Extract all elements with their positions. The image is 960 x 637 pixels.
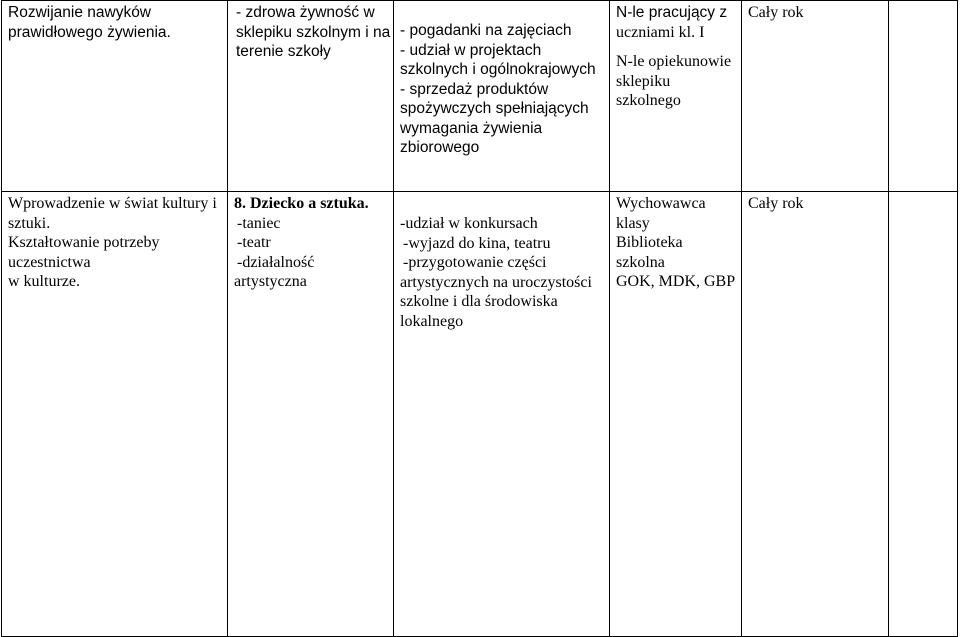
forms-line: szkolnych i ogólnokrajowych: [400, 61, 596, 78]
content-cell: [228, 1, 394, 192]
term-text: Cały rok: [748, 195, 804, 212]
responsible-line: GOK, MDK, GBP: [616, 273, 736, 290]
content-line: -teatr: [237, 234, 271, 251]
content-line: -działalność: [237, 253, 315, 271]
forms-line: artystycznych na uroczystości: [400, 273, 592, 291]
responsible-line: uczniami kl. I: [616, 23, 705, 41]
forms-line: -udział w konkursach: [400, 215, 538, 232]
term-cell: [742, 1, 889, 192]
spacer: [616, 42, 735, 52]
goal-line: w kulturze.: [8, 273, 80, 290]
responsible-line: Biblioteka: [616, 234, 683, 251]
forms-line: wymagania żywienia: [400, 119, 543, 137]
forms-line: -przygotowanie części: [403, 254, 547, 271]
responsible-line: Wychowawca: [616, 195, 706, 212]
table-row: [2, 192, 958, 637]
empty-cell: [889, 1, 958, 192]
term-cell: [742, 192, 889, 637]
responsible-line: szkolnego: [616, 92, 681, 109]
forms-line: szkolne i dla środowiska: [400, 293, 558, 310]
forms-line: lokalnego: [400, 312, 464, 330]
forms-line: - sprzedaż produktów: [400, 80, 549, 98]
forms-line: zbiorowego: [400, 139, 480, 156]
forms-cell: [394, 1, 610, 192]
goal-cell: [2, 1, 228, 192]
table-row: [2, 1, 958, 192]
content-line: - zdrowa żywność w: [236, 4, 375, 21]
content-title: 8. Dziecko a sztuka.: [234, 195, 369, 212]
forms-line: - udział w projektach: [400, 41, 542, 59]
goal-line: uczestnictwa: [8, 253, 91, 271]
responsible-line: sklepiku: [616, 72, 671, 90]
responsible-line: klasy: [616, 214, 650, 232]
empty-cell: [889, 192, 958, 637]
education-plan-table: [1, 0, 958, 637]
content-line: terenie szkoły: [236, 43, 331, 60]
responsible-line: N-le opiekunowie: [616, 53, 732, 70]
forms-cell: [394, 192, 610, 637]
goal-line: sztuki.: [8, 214, 51, 232]
responsible-cell: [610, 1, 742, 192]
content-cell: [228, 192, 394, 637]
responsible-line: szkolna: [616, 253, 665, 271]
goal-line: Rozwijanie nawyków: [8, 4, 152, 21]
content-line: sklepiku szkolnym i na: [236, 23, 391, 41]
goal-line: Wprowadzenie w świat kultury i: [8, 195, 217, 212]
goal-line: prawidłowego żywienia.: [8, 23, 171, 41]
responsible-line: N-le pracujący z: [616, 4, 728, 21]
responsible-cell: [610, 192, 742, 637]
content-line: -taniec: [237, 214, 281, 232]
forms-line: - pogadanki na zajęciach: [400, 22, 572, 39]
goal-cell: [2, 192, 228, 637]
goal-line: Kształtowanie potrzeby: [8, 234, 160, 251]
term-text: Cały rok: [748, 4, 804, 21]
forms-line: -wyjazd do kina, teatru: [403, 234, 551, 252]
content-line: artystyczna: [234, 273, 307, 290]
forms-line: spożywczych spełniających: [400, 100, 589, 117]
